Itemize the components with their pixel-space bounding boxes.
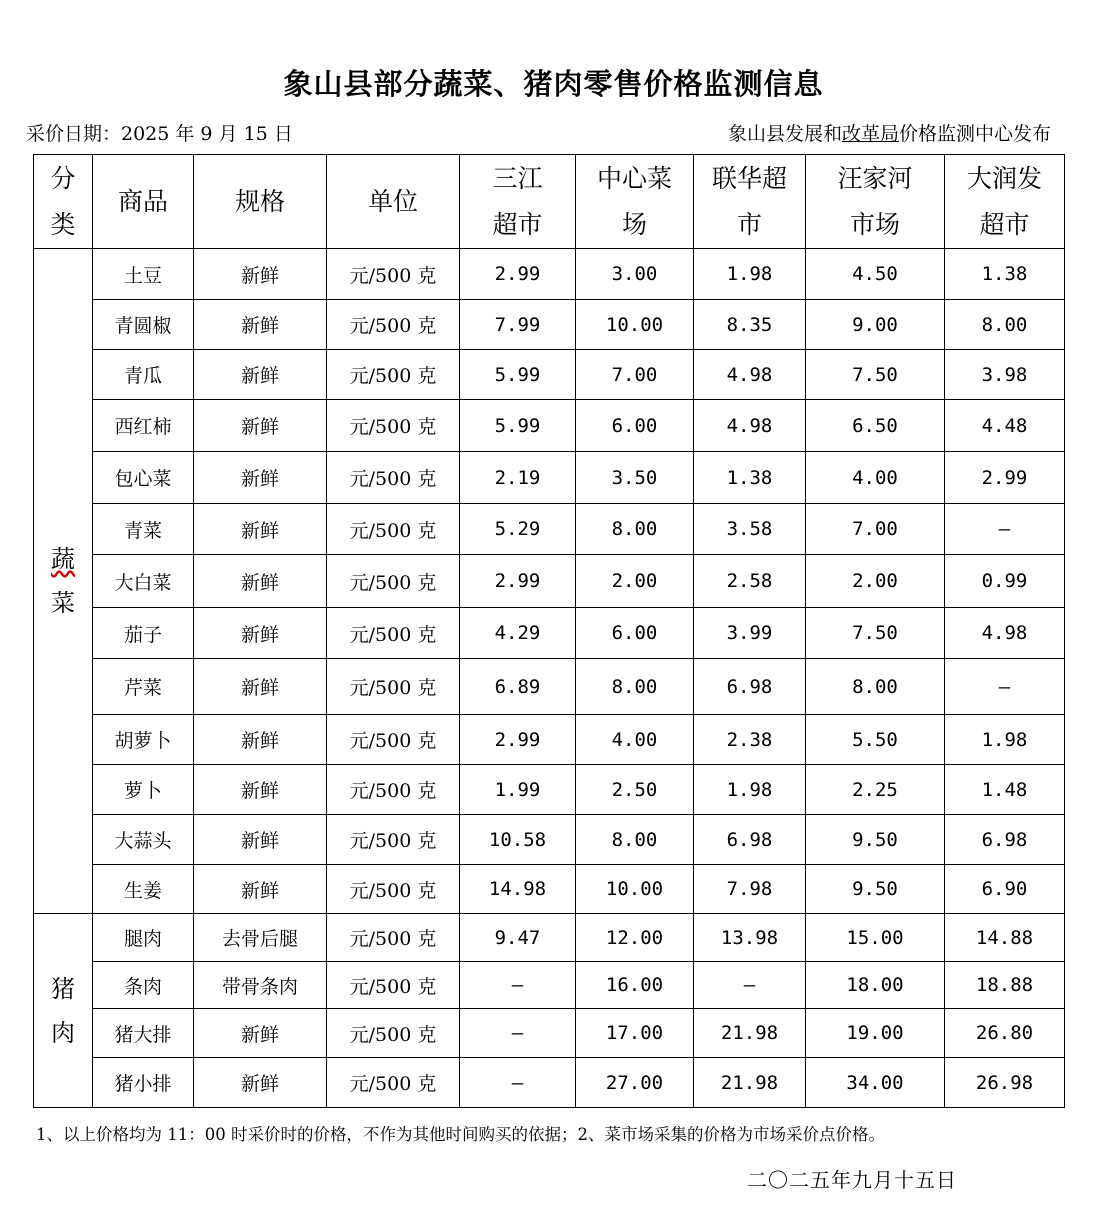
price-cell: 14.88 (945, 914, 1065, 962)
price-cell: — (945, 504, 1065, 555)
product-name: 青瓜 (93, 350, 194, 400)
price-cell: 2.38 (694, 715, 806, 765)
price-cell: 2.25 (806, 765, 945, 815)
price-cell: 8.00 (576, 504, 694, 555)
product-spec: 新鲜 (194, 1058, 327, 1108)
price-cell: 6.98 (694, 815, 806, 865)
price-cell: 12.00 (576, 914, 694, 962)
price-cell: 8.00 (576, 815, 694, 865)
price-cell: 16.00 (576, 962, 694, 1009)
product-name: 萝卜 (93, 765, 194, 815)
page-title: 象山县部分蔬菜、猪肉零售价格监测信息 (283, 67, 824, 101)
price-cell: 6.98 (945, 815, 1065, 865)
price-cell: 7.00 (806, 504, 945, 555)
product-spec: 新鲜 (194, 815, 327, 865)
price-cell: 5.99 (460, 350, 576, 400)
collection-date: 采价日期：2025 年 9 月 15 日 (26, 123, 293, 145)
price-cell: 4.00 (806, 452, 945, 504)
product-spec: 新鲜 (194, 555, 327, 608)
product-unit: 元/500 克 (327, 608, 460, 659)
price-cell: 9.00 (806, 300, 945, 350)
product-unit: 元/500 克 (327, 452, 460, 504)
publisher-part2: 改革局 (841, 123, 899, 145)
price-cell: 10.58 (460, 815, 576, 865)
category-pork: 猪 肉 (34, 914, 93, 1108)
table-row (34, 249, 1065, 300)
product-spec: 带骨条肉 (194, 962, 327, 1009)
price-cell: 21.98 (694, 1058, 806, 1108)
price-cell: 6.00 (576, 400, 694, 452)
price-cell: 4.29 (460, 608, 576, 659)
product-spec: 新鲜 (194, 1009, 327, 1058)
price-cell: 3.58 (694, 504, 806, 555)
price-table (33, 154, 1065, 1108)
product-spec: 新鲜 (194, 715, 327, 765)
price-cell: — (945, 659, 1065, 715)
footnote: 1、以上价格均为 11：00 时采价时的价格，不作为其他时间购买的依据；2、菜市场采集的价格为市场采价点价格。 (36, 1125, 885, 1144)
price-cell: 4.50 (806, 249, 945, 300)
product-spec: 新鲜 (194, 350, 327, 400)
table-row (34, 1058, 1065, 1108)
price-cell: 0.99 (945, 555, 1065, 608)
publisher-part1: 象山县发展和 (727, 123, 842, 145)
product-name: 腿肉 (93, 914, 194, 962)
price-cell: — (460, 962, 576, 1009)
product-name: 茄子 (93, 608, 194, 659)
product-unit: 元/500 克 (327, 715, 460, 765)
product-spec: 新鲜 (194, 608, 327, 659)
product-spec: 新鲜 (194, 452, 327, 504)
table-row (34, 504, 1065, 555)
price-cell: 26.80 (945, 1009, 1065, 1058)
price-cell: 5.50 (806, 715, 945, 765)
price-cell: 18.00 (806, 962, 945, 1009)
price-cell: 10.00 (576, 300, 694, 350)
product-unit: 元/500 克 (327, 765, 460, 815)
price-cell: 2.99 (460, 555, 576, 608)
product-unit: 元/500 克 (327, 914, 460, 962)
price-cell: — (460, 1009, 576, 1058)
table-row (34, 1009, 1065, 1058)
price-cell: 2.00 (576, 555, 694, 608)
product-unit: 元/500 克 (327, 1058, 460, 1108)
table-row (34, 608, 1065, 659)
price-cell: 6.98 (694, 659, 806, 715)
price-cell: 4.98 (694, 350, 806, 400)
price-cell: 18.88 (945, 962, 1065, 1009)
price-cell: 2.99 (460, 249, 576, 300)
price-cell: 8.00 (576, 659, 694, 715)
product-spec: 新鲜 (194, 765, 327, 815)
product-name: 大蒜头 (93, 815, 194, 865)
price-cell: 9.50 (806, 815, 945, 865)
product-spec: 新鲜 (194, 300, 327, 350)
product-name: 青圆椒 (93, 300, 194, 350)
price-cell: 7.99 (460, 300, 576, 350)
category-vegetables: 蔬 菜 (34, 249, 93, 914)
table-row (34, 452, 1065, 504)
price-cell: 2.58 (694, 555, 806, 608)
product-name: 条肉 (93, 962, 194, 1009)
price-cell: 2.50 (576, 765, 694, 815)
price-cell: 6.89 (460, 659, 576, 715)
price-cell: 5.29 (460, 504, 576, 555)
table-row (34, 815, 1065, 865)
product-unit: 元/500 克 (327, 962, 460, 1009)
price-cell: 6.50 (806, 400, 945, 452)
product-name: 胡萝卜 (93, 715, 194, 765)
price-cell: 3.99 (694, 608, 806, 659)
price-cell: 1.98 (694, 249, 806, 300)
product-name: 猪小排 (93, 1058, 194, 1108)
table-row (34, 765, 1065, 815)
product-name: 西红柿 (93, 400, 194, 452)
product-unit: 元/500 克 (327, 865, 460, 914)
product-spec: 去骨后腿 (194, 914, 327, 962)
price-cell: 2.19 (460, 452, 576, 504)
price-cell: 34.00 (806, 1058, 945, 1108)
product-unit: 元/500 克 (327, 504, 460, 555)
price-cell: 6.00 (576, 608, 694, 659)
price-cell: 7.50 (806, 608, 945, 659)
price-cell: 1.98 (945, 715, 1065, 765)
price-cell: 17.00 (576, 1009, 694, 1058)
price-cell: 3.00 (576, 249, 694, 300)
table-row (34, 555, 1065, 608)
price-cell: 3.98 (945, 350, 1065, 400)
price-cell: 7.50 (806, 350, 945, 400)
price-cell: 6.90 (945, 865, 1065, 914)
header-market-darunfa: 大润发 超市 (945, 155, 1065, 249)
product-name: 芹菜 (93, 659, 194, 715)
price-cell: 9.50 (806, 865, 945, 914)
header-market-zhongxin: 中心菜 场 (576, 155, 694, 249)
table-row (34, 300, 1065, 350)
publisher-part3: 价格监测中心发布 (898, 123, 1051, 145)
price-cell: 3.50 (576, 452, 694, 504)
price-cell: 1.99 (460, 765, 576, 815)
header-category: 分 类 (34, 155, 93, 249)
product-unit: 元/500 克 (327, 815, 460, 865)
product-name: 土豆 (93, 249, 194, 300)
product-name: 包心菜 (93, 452, 194, 504)
price-cell: 7.00 (576, 350, 694, 400)
header-spec: 规格 (194, 155, 327, 249)
product-unit: 元/500 克 (327, 350, 460, 400)
table-row (34, 715, 1065, 765)
table-row (34, 865, 1065, 914)
product-spec: 新鲜 (194, 659, 327, 715)
header-market-lianhua: 联华超 市 (694, 155, 806, 249)
price-cell: 8.35 (694, 300, 806, 350)
table-row (34, 659, 1065, 715)
product-spec: 新鲜 (194, 249, 327, 300)
price-cell: 2.00 (806, 555, 945, 608)
header-market-sanjiang: 三江 超市 (460, 155, 576, 249)
price-cell: 8.00 (945, 300, 1065, 350)
price-cell: 5.99 (460, 400, 576, 452)
product-unit: 元/500 克 (327, 555, 460, 608)
product-name: 青菜 (93, 504, 194, 555)
price-cell: 7.98 (694, 865, 806, 914)
price-cell: 1.38 (694, 452, 806, 504)
price-cell: 4.48 (945, 400, 1065, 452)
table-header-row (34, 155, 1065, 249)
product-name: 猪大排 (93, 1009, 194, 1058)
product-unit: 元/500 克 (327, 659, 460, 715)
price-cell: — (460, 1058, 576, 1108)
price-cell: 10.00 (576, 865, 694, 914)
price-cell: 13.98 (694, 914, 806, 962)
header-product: 商品 (93, 155, 194, 249)
price-cell: 2.99 (945, 452, 1065, 504)
price-cell: 21.98 (694, 1009, 806, 1058)
table-row (34, 962, 1065, 1009)
publisher-line (728, 119, 1051, 146)
price-cell: 1.98 (694, 765, 806, 815)
product-spec: 新鲜 (194, 865, 327, 914)
price-cell: — (694, 962, 806, 1009)
price-cell: 9.47 (460, 914, 576, 962)
product-unit: 元/500 克 (327, 300, 460, 350)
price-cell: 27.00 (576, 1058, 694, 1108)
product-spec: 新鲜 (194, 504, 327, 555)
price-cell: 2.99 (460, 715, 576, 765)
header-unit: 单位 (327, 155, 460, 249)
price-cell: 1.38 (945, 249, 1065, 300)
price-cell: 4.98 (945, 608, 1065, 659)
header-market-wangjiahe: 汪家河 市场 (806, 155, 945, 249)
price-cell: 14.98 (460, 865, 576, 914)
table-row (34, 400, 1065, 452)
price-cell: 8.00 (806, 659, 945, 715)
price-cell: 26.98 (945, 1058, 1065, 1108)
signature-date: 二〇二五年九月十五日 (747, 1168, 957, 1192)
price-cell: 19.00 (806, 1009, 945, 1058)
product-spec: 新鲜 (194, 400, 327, 452)
product-name: 大白菜 (93, 555, 194, 608)
product-unit: 元/500 克 (327, 1009, 460, 1058)
price-cell: 4.00 (576, 715, 694, 765)
product-unit: 元/500 克 (327, 249, 460, 300)
table-row (34, 350, 1065, 400)
table-row (34, 914, 1065, 962)
price-cell: 4.98 (694, 400, 806, 452)
price-cell: 15.00 (806, 914, 945, 962)
product-unit: 元/500 克 (327, 400, 460, 452)
product-name: 生姜 (93, 865, 194, 914)
price-cell: 1.48 (945, 765, 1065, 815)
